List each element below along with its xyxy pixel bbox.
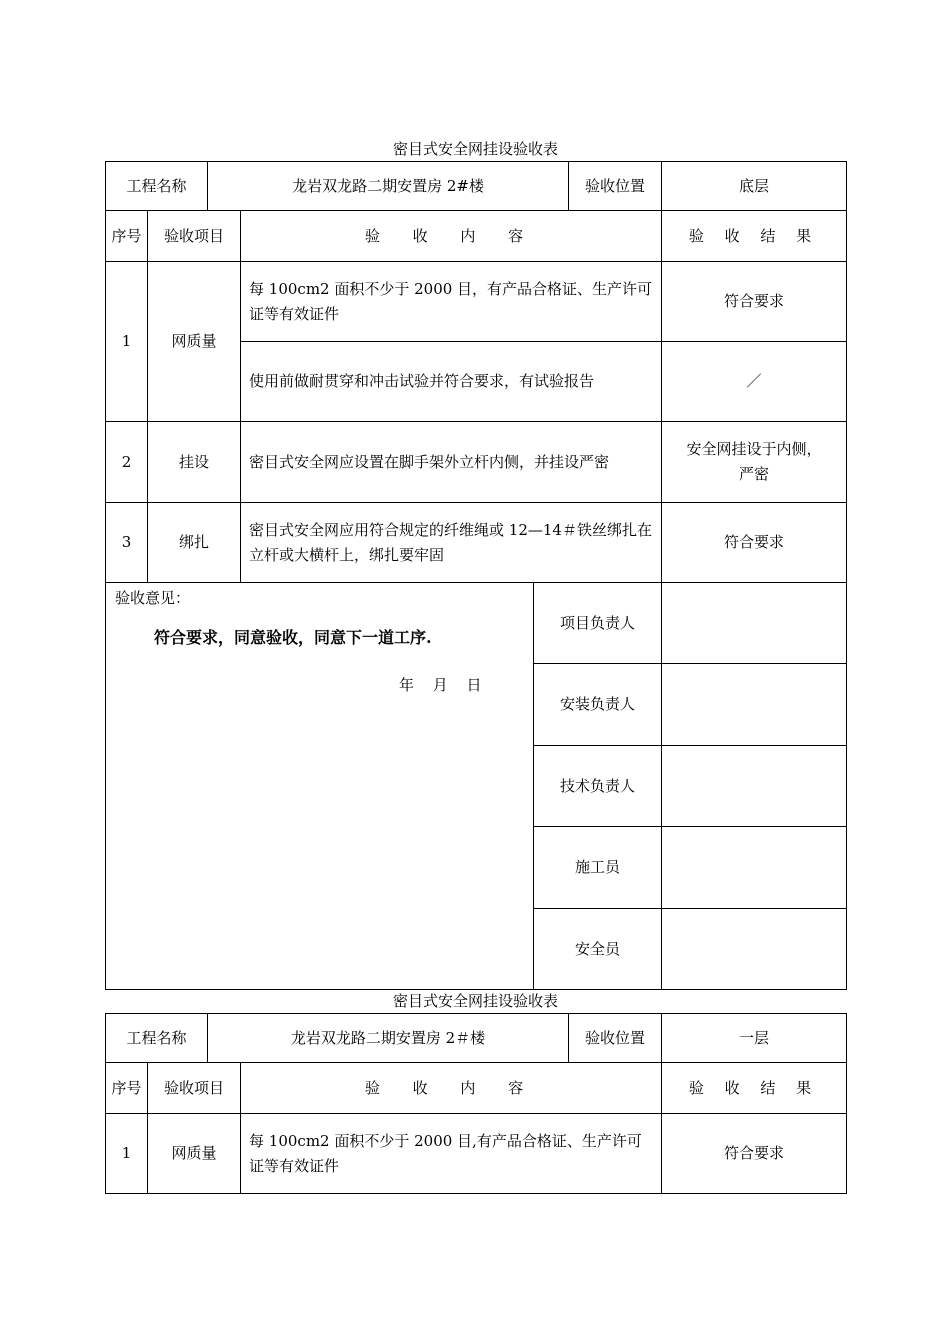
- signer-label: 项目负责人: [534, 583, 662, 664]
- location-label: 验收位置: [569, 162, 662, 211]
- row-seq: 2: [106, 422, 148, 503]
- row-result: 符合要求: [662, 1114, 847, 1194]
- table-row: [106, 422, 847, 503]
- signer-label: 技术负责人: [534, 746, 662, 827]
- project-name-label: 工程名称: [106, 1014, 208, 1063]
- project-name-value: 龙岩双龙路二期安置房 2#楼: [208, 162, 569, 211]
- result-header: 验 收 结 果: [662, 211, 847, 262]
- form2-header-row: [106, 1014, 847, 1063]
- signer-label: 安全员: [534, 909, 662, 990]
- row-content: 使用前做耐贯穿和冲击试验并符合要求，有试验报告: [241, 342, 662, 422]
- table-row: [106, 262, 847, 342]
- item-header: 验收项目: [148, 211, 241, 262]
- opinion-cell: [106, 583, 534, 990]
- project-name-value: 龙岩双龙路二期安置房 2＃楼: [208, 1014, 569, 1063]
- table-row: [106, 1114, 847, 1194]
- row-result-line2: 严密: [739, 465, 770, 483]
- signer-sign-field[interactable]: [662, 583, 847, 664]
- project-name-label: 工程名称: [106, 162, 208, 211]
- row-item: 网质量: [148, 262, 241, 422]
- signer-row: [106, 583, 847, 664]
- opinion-date: 年 月 日: [399, 676, 482, 694]
- seq-header: 序号: [106, 211, 148, 262]
- row-seq: 1: [106, 262, 148, 422]
- row-seq: 1: [106, 1114, 148, 1194]
- row-result: 符合要求: [662, 262, 847, 342]
- form2-title: 密目式安全网挂设验收表: [392, 992, 558, 1010]
- item-header: 验收项目: [148, 1063, 241, 1114]
- row-result: ／: [662, 342, 847, 422]
- form1-table: [105, 161, 847, 990]
- content-header: 验 收 内 容: [241, 1063, 662, 1114]
- content-header: 验 收 内 容: [241, 211, 662, 262]
- form1-header-row: [106, 162, 847, 211]
- form1-column-header-row: [106, 211, 847, 262]
- location-label: 验收位置: [569, 1014, 662, 1063]
- seq-header: 序号: [106, 1063, 148, 1114]
- row-seq: 3: [106, 503, 148, 583]
- row-item: 绑扎: [148, 503, 241, 583]
- location-value: 底层: [662, 162, 847, 211]
- opinion-text: 符合要求，同意验收，同意下一道工序.: [154, 628, 432, 647]
- signer-label: 安装负责人: [534, 664, 662, 746]
- opinion-label: 验收意见：: [115, 589, 191, 607]
- row-item: 挂设: [148, 422, 241, 503]
- form1-title: 密目式安全网挂设验收表: [392, 140, 558, 158]
- row-item: 网质量: [148, 1114, 241, 1194]
- row-content: 每 100cm2 面积不少于 2000 目，有产品合格证、生产许可证等有效证件: [241, 262, 662, 342]
- form2-column-header-row: [106, 1063, 847, 1114]
- table-row: [106, 503, 847, 583]
- form2-table: [105, 1013, 847, 1194]
- row-result: 符合要求: [662, 503, 847, 583]
- row-content: 每 100cm2 面积不少于 2000 目,有产品合格证、生产许可证等有效证件: [241, 1114, 662, 1194]
- signer-label: 施工员: [534, 827, 662, 909]
- row-result: [662, 422, 847, 503]
- result-header: 验 收 结 果: [662, 1063, 847, 1114]
- signer-sign-field[interactable]: [662, 746, 847, 827]
- row-result-line1: 安全网挂设于内侧，: [686, 440, 822, 458]
- row-content: 密目式安全网应设置在脚手架外立杆内侧，并挂设严密: [241, 422, 662, 503]
- signer-sign-field[interactable]: [662, 664, 847, 746]
- signer-sign-field[interactable]: [662, 909, 847, 990]
- signer-sign-field[interactable]: [662, 827, 847, 909]
- location-value: 一层: [662, 1014, 847, 1063]
- row-content: 密目式安全网应用符合规定的纤维绳或 12—14＃铁丝绑扎在立杆或大横杆上，绑扎要牢固: [241, 503, 662, 583]
